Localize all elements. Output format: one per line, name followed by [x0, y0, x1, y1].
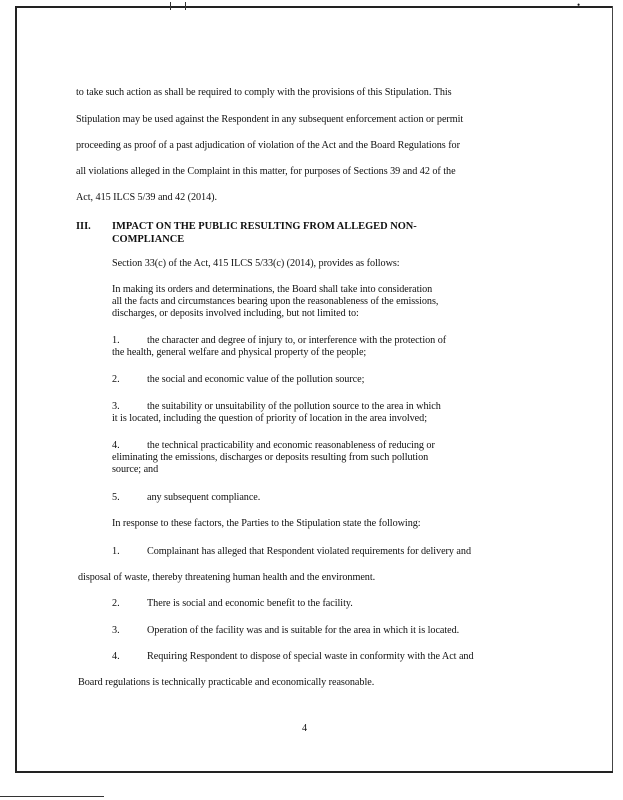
response-number: 3. — [112, 625, 120, 636]
para-line: all violations alleged in the Complaint in this matter, for purposes of Sections 39 and 42 of the — [76, 166, 456, 177]
quote-item-text: eliminating the emissions, discharges or deposits resulting from such pollution — [112, 452, 429, 463]
corner-mark: • — [577, 0, 581, 10]
quote-item-text: the technical practicability and economic reasonableness of reducing or — [147, 440, 435, 451]
response-text: disposal of waste, thereby threatening human health and the environment. — [78, 572, 376, 583]
quote-item-text: the social and economic value of the pollution source; — [147, 374, 365, 385]
frame-left-border — [15, 6, 17, 771]
section-title-line2: COMPLIANCE — [112, 234, 185, 245]
quote-item-number: 5. — [112, 492, 120, 503]
response-number: 2. — [112, 598, 120, 609]
quote-line: discharges, or deposits involved including, but not limited to: — [112, 308, 359, 319]
quote-item-text: it is located, including the question of priority of location in the area involved; — [112, 413, 427, 424]
para-line: to take such action as shall be required to comply with the provisions of this Stipulation. This — [76, 87, 452, 98]
para-line: proceeding as proof of a past adjudication of violation of the Act and the Board Regulations for — [76, 140, 460, 151]
quote-line: all the facts and circumstances bearing upon the reasonableness of the emissions, — [112, 296, 439, 307]
quote-item-number: 2. — [112, 374, 120, 385]
response-number: 4. — [112, 651, 120, 662]
quote-item-text: the suitability or unsuitability of the pollution source to the area in which — [147, 401, 441, 412]
quote-item-number: 4. — [112, 440, 120, 451]
para-line: Act, 415 ILCS 5/39 and 42 (2014). — [76, 192, 217, 203]
quote-item-number: 1. — [112, 335, 120, 346]
response-text: There is social and economic benefit to the facility. — [147, 598, 353, 609]
section-intro: Section 33(c) of the Act, 415 ILCS 5/33(c) (2014), provides as follows: — [112, 258, 400, 269]
top-scan-mark — [170, 2, 186, 10]
section-title-line1: IMPACT ON THE PUBLIC RESULTING FROM ALLEGED NON- — [112, 221, 417, 232]
page-number: 4 — [302, 723, 308, 734]
frame-top-border — [15, 6, 613, 8]
response-text: Complainant has alleged that Respondent violated requirements for delivery and — [147, 546, 471, 557]
response-text: Board regulations is technically practicable and economically reasonable. — [78, 677, 375, 688]
section-number: III. — [76, 221, 91, 232]
quote-line: In making its orders and determinations, the Board shall take into consideration — [112, 284, 433, 295]
response-text: Operation of the facility was and is suitable for the area in which it is located. — [147, 625, 460, 636]
quote-item-number: 3. — [112, 401, 120, 412]
response-number: 1. — [112, 546, 120, 557]
quote-item-text: any subsequent compliance. — [147, 492, 261, 503]
quote-item-text: source; and — [112, 464, 159, 475]
response-text: Requiring Respondent to dispose of special waste in conformity with the Act and — [147, 651, 474, 662]
bottom-scan-line — [0, 796, 104, 797]
para-line: Stipulation may be used against the Respondent in any subsequent enforcement action or permit — [76, 114, 464, 125]
response-intro: In response to these factors, the Parties to the Stipulation state the following: — [112, 518, 421, 529]
frame-right-border — [612, 6, 613, 771]
quote-item-text: the health, general welfare and physical property of the people; — [112, 347, 367, 358]
frame-bottom-border — [15, 771, 613, 773]
quote-item-text: the character and degree of injury to, or interference with the protection of — [147, 335, 447, 346]
